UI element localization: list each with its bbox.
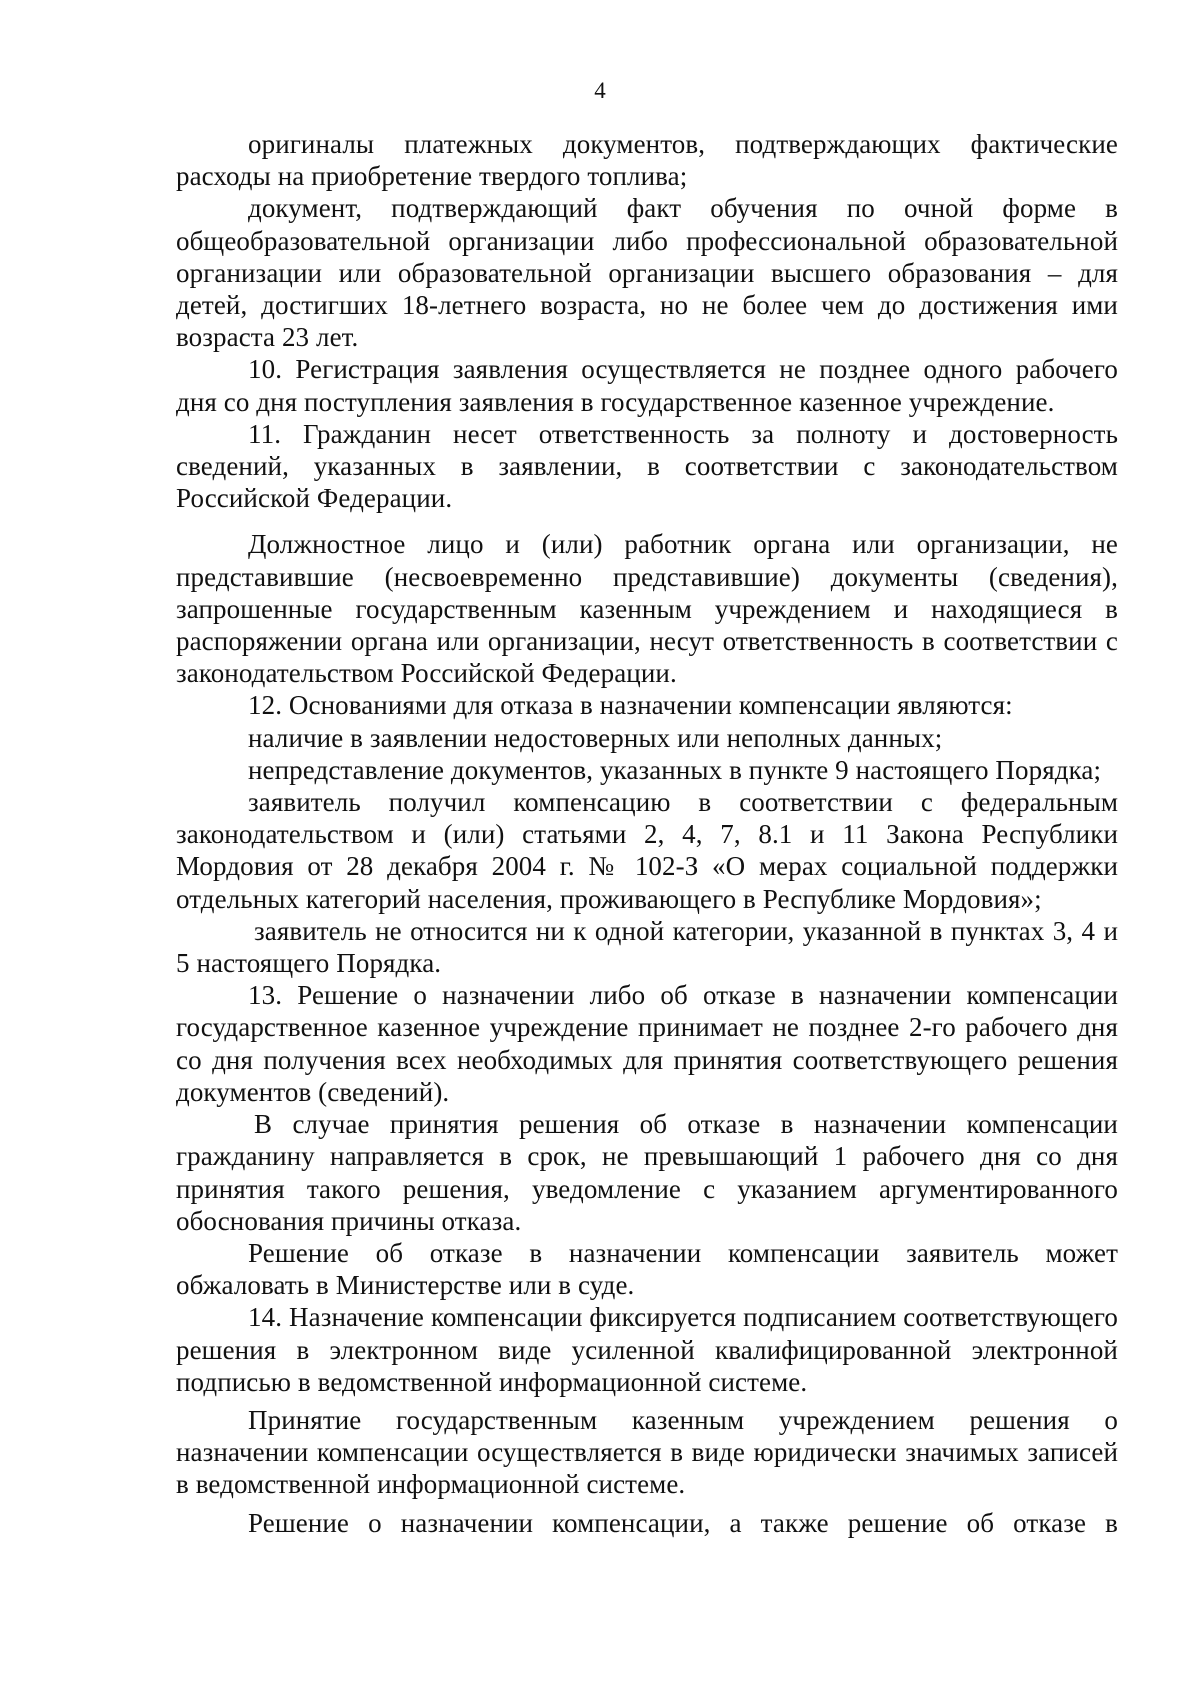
paragraph-decision-records: Принятие государственным казенным учреждением решения о назначении компенсации осуществляется в виде юридически значимых записей в ведомственной информационной системе. (176, 1404, 1118, 1500)
paragraph-refusal-notification: В случае принятия решения об отказе в назначении компенсации гражданину направляется в срок, не превышающий 1 рабочего дня со дня принятия такого решения, уведомление с указанием аргументированного обоснования причины отказа. (176, 1109, 1118, 1236)
paragraph-official-responsibility: Должностное лицо и (или) работник органа или организации, не представившие (несвоевременно представившие) документы (сведения), запрошенные государственным казенным учреждением и находящиеся в распоряжении органа или организации, несут ответственность в соответствии с законодательством Российской Федерации. (176, 529, 1118, 689)
page-number: 4 (594, 78, 606, 103)
paragraph-decision-continues: Решение о назначении компенсации, а также решение об отказе в (248, 1507, 1118, 1538)
paragraph-refusal-appeal: Решение об отказе в назначении компенсации заявитель может обжаловать в Министерстве или в суде. (176, 1237, 1118, 1301)
document-body (176, 128, 1118, 1539)
paragraph-item-12: 12. Основаниями для отказа в назначении компенсации являются: (248, 690, 1013, 721)
paragraph-refusal-reason-category: заявитель не относится ни к одной категории, указанной в пунктах 3, 4 и 5 настоящего Порядка. (176, 915, 1118, 979)
paragraph-refusal-reason-compensation-received: заявитель получил компенсацию в соответствии с федеральным законодательством и (или) статьями 2, 4, 7, 8.1 и 11 Закона Республики Мордовия от 28 декабря 2004 г. № 102-З «О мерах социальной поддержки отдельных категорий населения, проживающего в Республике Мордовия»; (176, 787, 1118, 914)
paragraph-item-14: 14. Назначение компенсации фиксируется подписанием соответствующего решения в электронном виде усиленной квалифицированной электронной подписью в ведомственной информационной системе. (176, 1302, 1118, 1397)
paragraph-item-13: 13. Решение о назначении либо об отказе в назначении компенсации государственное казенное учреждение принимает не позднее 2-го рабочего дня со дня получения всех необходимых для принятия соответствующего решения документов (сведений). (176, 980, 1118, 1107)
paragraph-refusal-reason-incomplete-data: наличие в заявлении недостоверных или неполных данных; (248, 722, 943, 753)
paragraph-refusal-reason-missing-documents: непредставление документов, указанных в пункте 9 настоящего Порядка; (248, 754, 1102, 785)
paragraph-item-10: 10. Регистрация заявления осуществляется не позднее одного рабочего дня со дня поступления заявления в государственное казенное учреждение. (176, 354, 1118, 417)
paragraph-item-11: 11. Гражданин несет ответственность за полноту и достоверность сведений, указанных в заявлении, в соответствии с законодательством Российской Федерации. (176, 418, 1118, 514)
paragraph-education-document: документ, подтверждающий факт обучения по очной форме в общеобразовательной организации либо профессиональной образовательной организации или образовательной организации высшего образования – для детей, достигших 18-летнего возраста, но не более чем до достижения ими возраста 23 лет. (176, 193, 1118, 353)
paragraph-payment-documents: оригиналы платежных документов, подтверждающих фактические расходы на приобретение твердого топлива; (176, 129, 1118, 192)
